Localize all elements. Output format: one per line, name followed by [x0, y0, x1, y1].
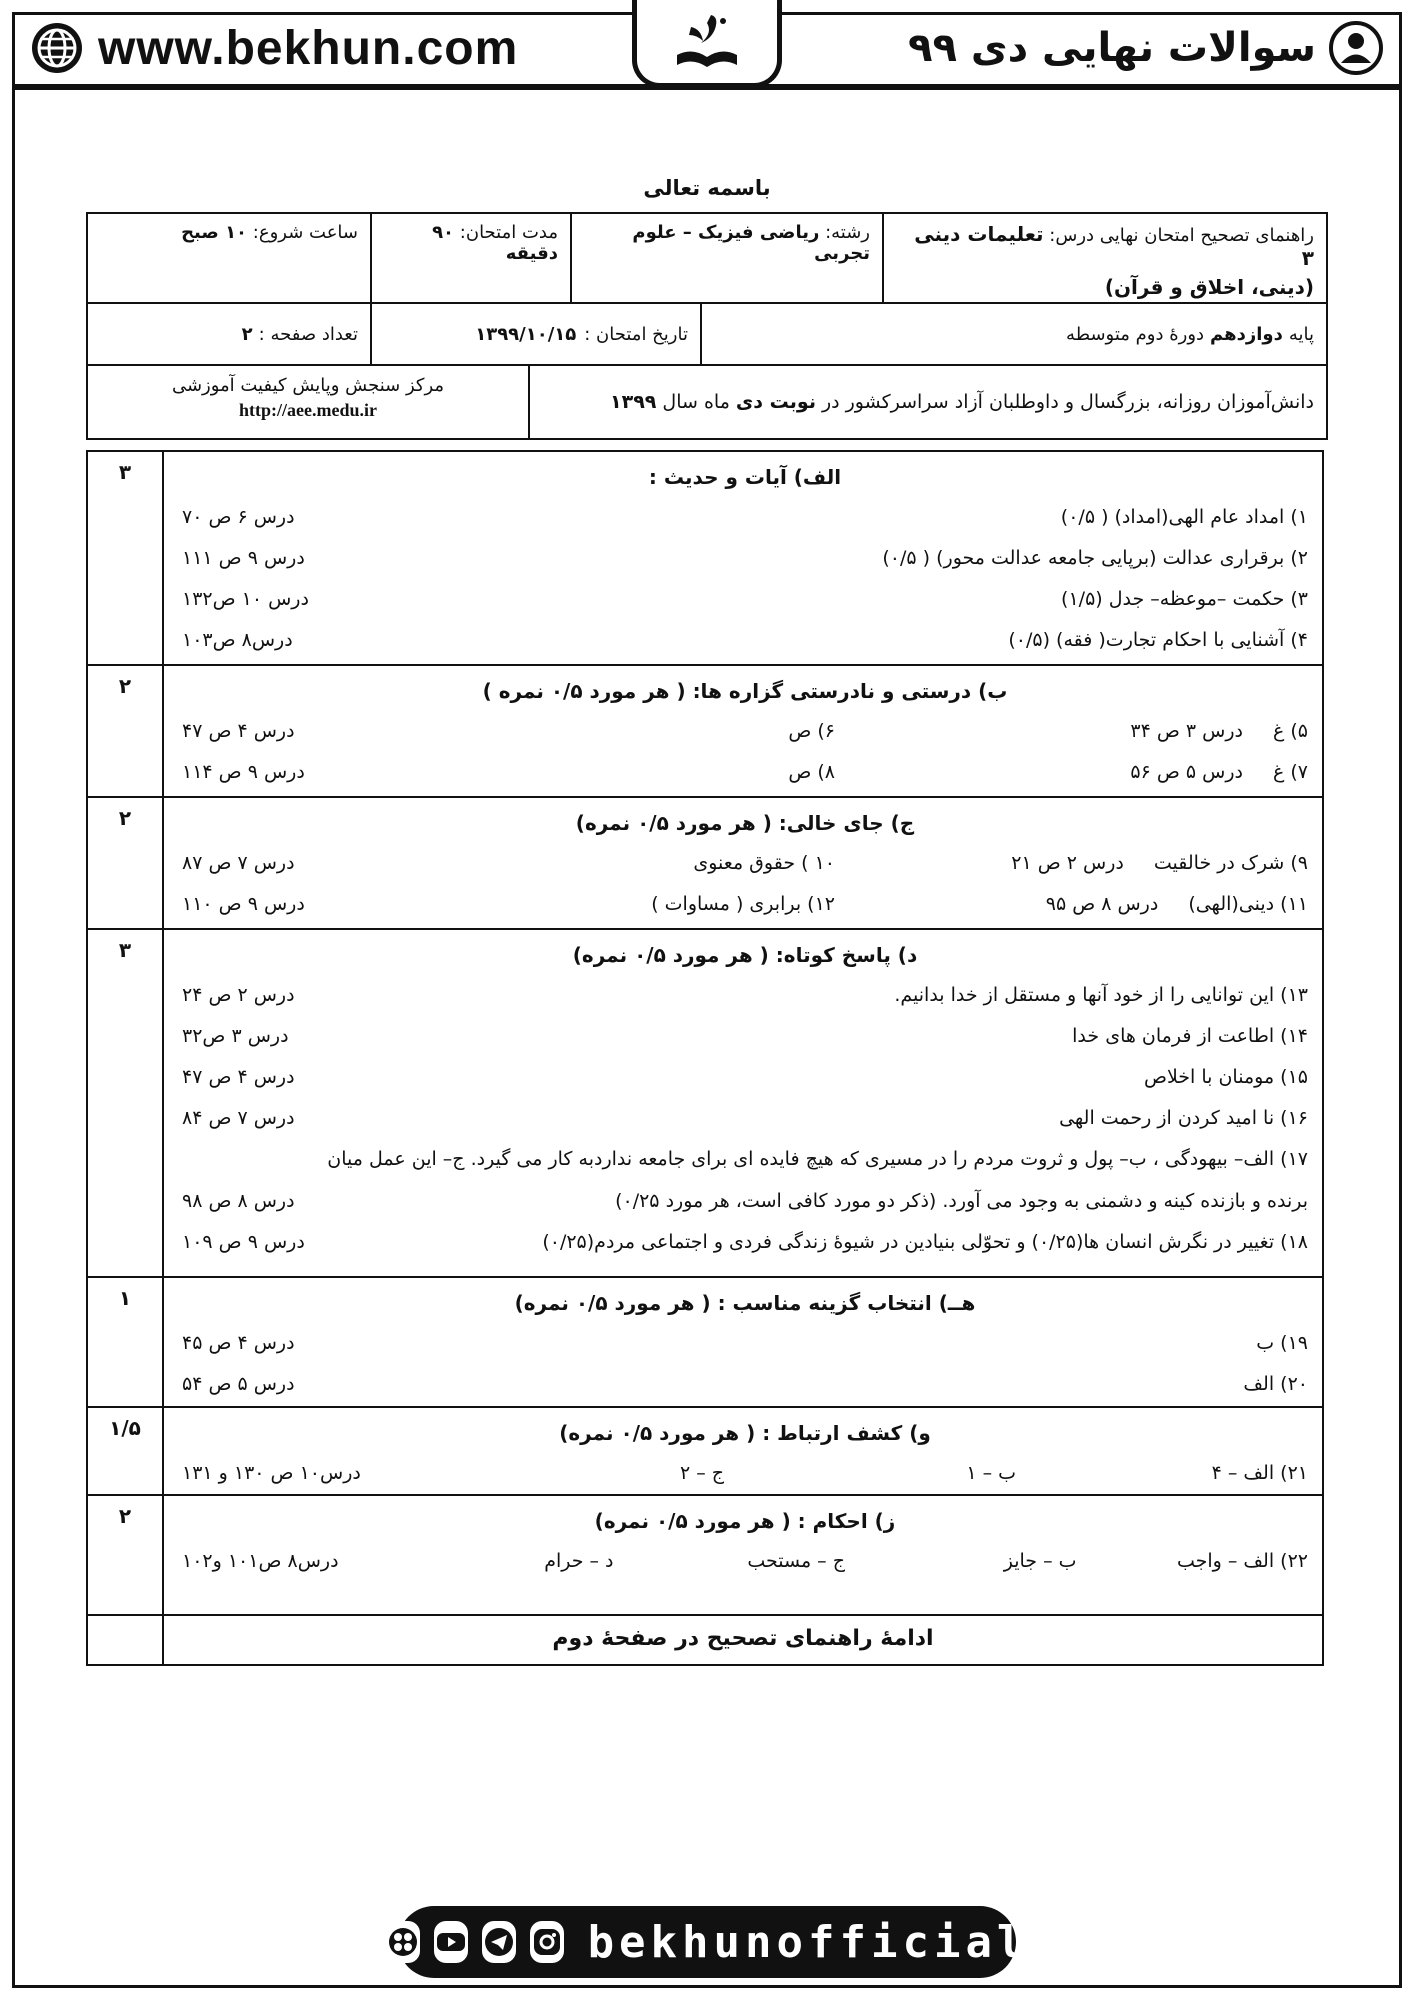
section-title: د) پاسخ کوتاه: ( هر مورد ۰/۵ نمره)	[572, 943, 918, 967]
answer-text: ۱۹) ب	[1256, 1331, 1308, 1354]
section-ze	[88, 1496, 1322, 1616]
grade-bold: دوازدهم	[1210, 323, 1283, 345]
answer-text: ۱۳) این توانایی را از خود آنها و مستقل از خدا بدانیم.	[894, 983, 1308, 1006]
section-be	[88, 666, 1322, 798]
answer-b: ب – ۱	[966, 1461, 1016, 1484]
section-title: ز) احکام : ( هر مورد ۰/۵ نمره)	[594, 1509, 896, 1533]
answer-a	[1008, 893, 1308, 915]
answer-ref: درس۸ ص۱۰۱ و۱۰۲	[182, 1549, 339, 1572]
answer-row	[182, 1221, 1308, 1262]
students-cell	[528, 366, 1326, 438]
answer-text: برنده و بازنده کینه و دشمنی به وجود می آورد. (ذکر دو مورد کافی است، هر مورد ۰/۲۵)	[615, 1189, 1308, 1212]
instagram-icon[interactable]	[530, 1921, 564, 1963]
section-score: ۱/۵	[88, 1408, 164, 1494]
center-cell	[88, 366, 528, 438]
section-body	[164, 666, 1322, 796]
answer-ref: درس ۷ ص ۸۷	[182, 851, 295, 874]
book-logo-icon	[667, 7, 747, 77]
answer-ref: درس ۴ ص ۴۷	[182, 719, 295, 742]
answer-b: ۸) ص	[788, 760, 835, 783]
telegram-icon[interactable]	[482, 1921, 516, 1963]
social-handle: bekhunofficial	[587, 1916, 1029, 1968]
pages-cell	[88, 304, 370, 364]
date-cell	[370, 304, 700, 364]
section-dal	[88, 930, 1322, 1278]
course-sub: (دینی، اخلاق و قرآن)	[1104, 275, 1314, 299]
answer-ref: درس ۵ ص ۵۴	[182, 1372, 295, 1395]
center-url[interactable]: http://aee.medu.ir	[239, 400, 377, 420]
answer-num: ۵) غ	[1272, 719, 1308, 742]
answer-ref: درس۸ ص۱۰۳	[182, 628, 293, 651]
answer-ref: درس۱۰ ص ۱۳۰ و ۱۳۱	[182, 1461, 361, 1484]
field-cell	[570, 214, 882, 302]
answer-text: ۲۰) الف	[1243, 1372, 1308, 1395]
info-row-students	[88, 366, 1326, 438]
section-score-value: ۲	[118, 1504, 132, 1528]
answer-row	[182, 619, 1308, 660]
answer-row	[182, 496, 1308, 537]
grade-prefix: پایه	[1288, 323, 1314, 345]
date-label: تاریخ امتحان :	[584, 323, 688, 345]
answer-a	[1008, 720, 1308, 742]
header-title-text: سوالات نهایی دی ۹۹	[908, 25, 1316, 71]
answer-ref: درس ۸ ص ۹۵	[1045, 892, 1159, 915]
answer-b: ب – جایز	[1003, 1549, 1077, 1572]
answer-ref: درس ۷ ص ۸۴	[182, 1106, 295, 1129]
answer-text: ۱۵) مومنان با اخلاص	[1143, 1065, 1308, 1088]
answer-b: ۱۲) برابری ( مساوات )	[651, 892, 835, 915]
start-label: ساعت شروع:	[252, 222, 358, 243]
answer-ref: درس ۹ ص ۱۱۴	[182, 760, 305, 783]
course-cell	[882, 214, 1326, 302]
page-heading: باسمه تعالی	[643, 176, 771, 200]
answer-row	[182, 1097, 1308, 1138]
answer-row	[182, 751, 1308, 792]
answer-key-table	[86, 450, 1324, 1666]
answer-a: ۲۱) الف – ۴	[1211, 1461, 1308, 1484]
section-score: ۲	[88, 798, 164, 928]
answer-num: ۱۱) دینی(الهی)	[1188, 892, 1308, 915]
duration-cell	[370, 214, 570, 302]
section-body	[164, 798, 1322, 928]
answer-row	[182, 1056, 1308, 1097]
answer-text: ۱۶) نا امید کردن از رحمت الهی	[1059, 1106, 1308, 1129]
answer-text: ۱۴) اطاعت از فرمان های خدا	[1072, 1024, 1308, 1047]
section-body	[164, 452, 1322, 664]
course-name: تعلیمات دینی ۳	[914, 222, 1314, 270]
answer-num: ۹) شرک در خالقیت	[1153, 851, 1308, 874]
info-row-course	[88, 214, 1326, 304]
answer-text: ۱۸) تغییر در نگرش انسان ها(۰/۲۵) و تحوّلی بنیادین در شیوهٔ زندگی فردی و اجتماعی مردم(۰/۲۵)	[542, 1230, 1308, 1253]
exam-info-table	[86, 212, 1328, 440]
students-text: دانش‌آموزان روزانه، بزرگسال و داوطلبان آزاد سراسرکشور در	[821, 391, 1314, 413]
section-body	[164, 1496, 1322, 1614]
answer-b: ۱۰ ) حقوق معنوی	[693, 851, 835, 874]
guide-label: راهنمای تصحیح امتحان نهایی درس:	[1049, 225, 1314, 246]
section-title: ب) درستی و نادرستی گزاره ها: ( هر مورد ۰/۵ نمره )	[482, 679, 1008, 703]
answer-text: ۴) آشنایی با احکام تجارت( فقه) (۰/۵)	[1008, 628, 1308, 651]
answer-a	[1008, 852, 1308, 874]
date-value: ۱۳۹۹/۱۰/۱۵	[475, 323, 577, 345]
section-score-empty	[88, 1616, 164, 1664]
brand-logo	[632, 0, 782, 88]
social-pill[interactable]	[398, 1906, 1029, 1978]
answer-ref: درس ۸ ص ۹۸	[182, 1189, 295, 1212]
site-url-text: www.bekhun.com	[98, 21, 519, 75]
answer-ref: درس ۲ ص ۲۱	[1011, 851, 1124, 874]
answer-ref: درس ۴ ص ۴۵	[182, 1331, 295, 1354]
section-body	[164, 1278, 1322, 1406]
answer-row	[182, 1540, 1308, 1581]
answer-c: ج – مستحب	[747, 1549, 845, 1572]
answer-ref: درس ۲ ص ۲۴	[182, 983, 295, 1006]
section-score: ۳	[88, 930, 164, 1276]
start-value: ۱۰ صبح	[181, 222, 248, 243]
info-row-grade	[88, 304, 1326, 366]
start-cell	[88, 214, 370, 302]
pages-value: ۲	[241, 323, 253, 345]
youtube-icon[interactable]	[434, 1921, 468, 1963]
answer-row	[182, 883, 1308, 924]
section-title: و) کشف ارتباط : ( هر مورد ۰/۵ نمره)	[559, 1421, 931, 1445]
answer-ref: درس ۹ ص ۱۰۹	[182, 1230, 305, 1253]
section-body	[164, 930, 1322, 1276]
section-footer	[88, 1616, 1322, 1664]
section-score: ۱	[88, 1278, 164, 1406]
answer-ref: درس ۴ ص ۴۷	[182, 1065, 295, 1088]
answer-row	[182, 710, 1308, 751]
answer-a: ۲۲) الف – واجب	[1176, 1549, 1308, 1572]
answer-row	[182, 1015, 1308, 1056]
answer-ref: درس ۵ ص ۵۶	[1130, 760, 1243, 783]
section-jim	[88, 798, 1322, 930]
header-title	[908, 18, 1384, 78]
answer-c: ج – ۲	[679, 1461, 724, 1484]
section-title: هــ) انتخاب گزینه مناسب : ( هر مورد ۰/۵ نمره)	[514, 1291, 976, 1315]
answer-ref: درس ۹ ص ۱۱۰	[182, 892, 305, 915]
answer-text: ۱۷) الف– بیهودگی ، ب– پول و ثروت مردم را در مسیری که هیچ فایده ای برای جامعه نداردبه کار می گیرد. ج– این عمل میان	[327, 1148, 1308, 1170]
answer-row	[182, 537, 1308, 578]
section-score: ۲	[88, 666, 164, 796]
students-bold: نوبت دی	[735, 391, 816, 413]
section-he	[88, 1278, 1322, 1408]
answer-row	[182, 1322, 1308, 1363]
answer-ref: درس ۹ ص ۱۱۱	[182, 546, 305, 569]
answer-row	[182, 578, 1308, 619]
answer-d: د – حرام	[544, 1549, 614, 1572]
section-title: ج) جای خالی: ( هر مورد ۰/۵ نمره)	[575, 811, 915, 835]
answer-a	[1008, 761, 1308, 783]
grade-suffix: دورهٔ دوم متوسطه	[1066, 323, 1205, 345]
user-icon	[1328, 20, 1384, 76]
duration-value: ۹۰ دقیقه	[432, 222, 558, 264]
section-body	[164, 1408, 1322, 1494]
field-label: رشته:	[825, 222, 870, 243]
section-title: الف) آیات و حدیث :	[648, 465, 842, 489]
duration-label: مدت امتحان:	[459, 222, 558, 243]
section-vav	[88, 1408, 1322, 1496]
students-text2: ماه سال	[662, 391, 730, 413]
answer-ref: درس ۳ ص۳۲	[182, 1024, 289, 1047]
answer-ref: درس ۳ ص ۳۴	[1130, 719, 1243, 742]
answer-ref: درس ۶ ص ۷۰	[182, 505, 295, 528]
answer-row	[182, 842, 1308, 883]
answer-row	[182, 1180, 1308, 1221]
students-year: ۱۳۹۹	[610, 391, 657, 413]
answer-text: ۱) امداد عام الهی(امداد) ( ۰/۵)	[1060, 505, 1308, 528]
field-value: ریاضی فیزیک – علوم تجربی	[632, 222, 870, 264]
section-score: ۳	[88, 452, 164, 664]
site-link[interactable]	[30, 18, 518, 78]
answer-b: ۶) ص	[788, 719, 835, 742]
continue-note: ادامهٔ راهنمای تصحیح در صفحهٔ دوم	[552, 1626, 934, 1651]
globe-icon	[30, 21, 84, 75]
pages-label: تعداد صفحه :	[258, 323, 358, 345]
aparat-icon[interactable]	[386, 1921, 420, 1963]
grade-cell	[700, 304, 1326, 364]
answer-text: ۳) حکمت –موعظه– جدل (۱/۵)	[1061, 587, 1308, 610]
answer-row-17	[182, 1138, 1308, 1180]
section-score	[88, 1496, 164, 1614]
answer-row	[182, 1363, 1308, 1404]
answer-text: ۲) برقراری عدالت (برپایی جامعه عدالت محور) ( ۰/۵)	[882, 546, 1308, 569]
answer-ref: درس ۱۰ ص۱۳۲	[182, 587, 309, 610]
center-name: مرکز سنجش وپایش کیفیت آموزشی	[171, 375, 445, 396]
answer-row	[182, 1452, 1308, 1493]
answer-num: ۷) غ	[1272, 760, 1308, 783]
answer-row	[182, 974, 1308, 1015]
section-alef	[88, 452, 1322, 666]
